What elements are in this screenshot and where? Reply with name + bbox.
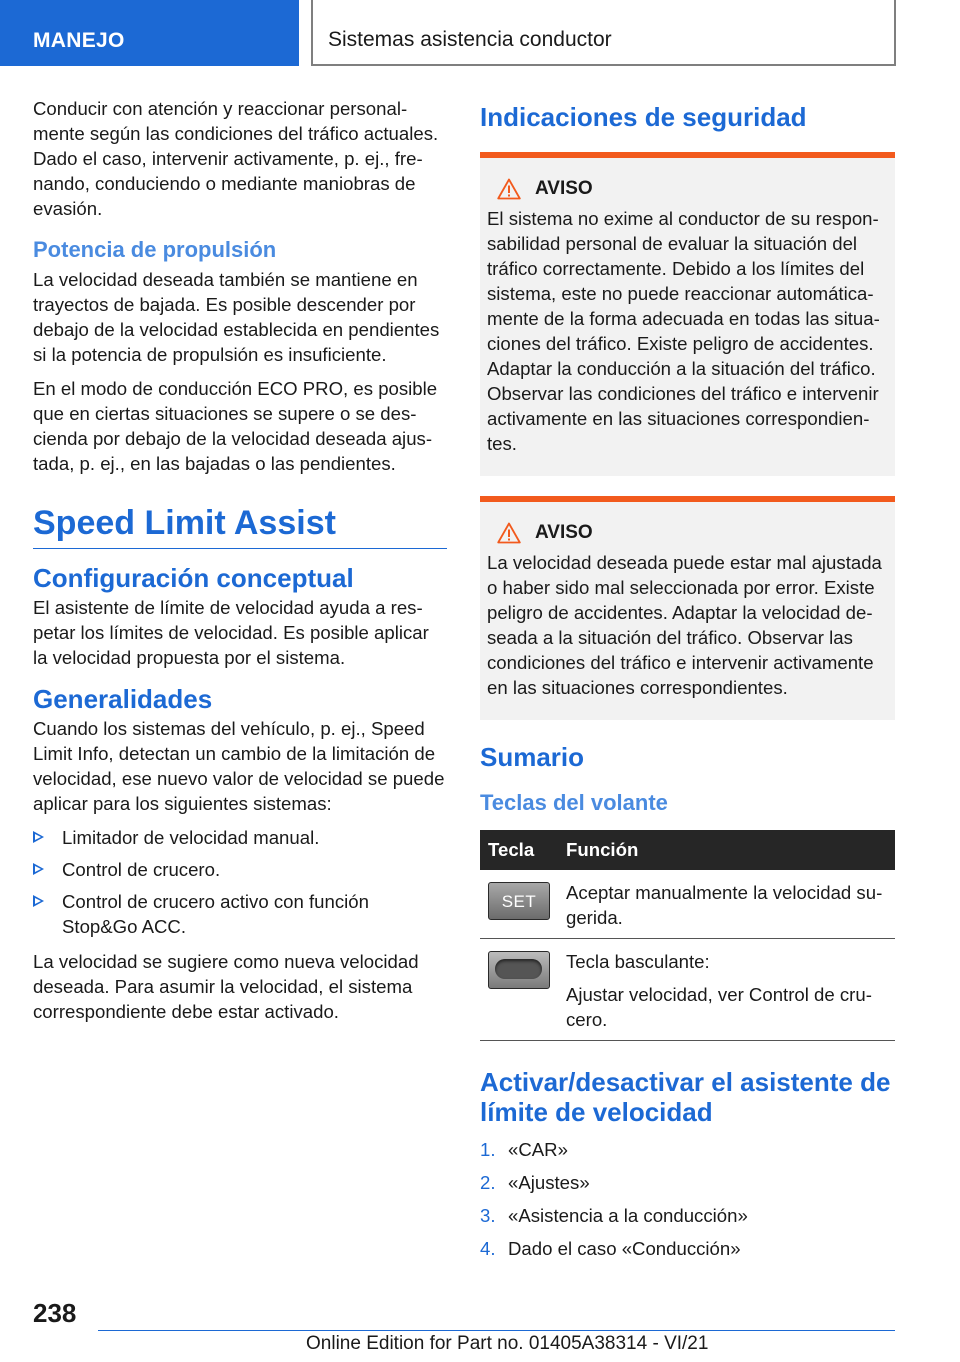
activate-heading: Activar/desactivar el asistente de límite de velocidad <box>480 1067 891 1127</box>
section-label: MANEJO <box>33 29 125 52</box>
warning-text: La velocidad deseada puede estar mal ajustada o haber sido mal seleccionada por error. Existe peligro de accidentes. Adaptar la velocidad deseada a la situación del tráfico. Observar las condiciones del tráfico e intervenir activamente en las situaciones correspondientes. <box>487 552 882 698</box>
page-number: 238 <box>33 1298 77 1328</box>
right-column <box>480 96 895 1269</box>
list-item: Control de crucero activo con función Stop&Go ACC. <box>33 889 447 939</box>
list-item: 3. «Asistencia a la conducción» <box>480 1205 748 1226</box>
rocker-switch-icon <box>488 951 550 989</box>
warning-triangle-icon <box>497 522 521 544</box>
summary-heading: Sumario <box>480 742 585 772</box>
main-heading: Speed Limit Assist <box>33 504 447 549</box>
closing-paragraph: La velocidad se sugiere como nueva velocidad deseada. Para asumir la velocidad, el sistema correspondiente debe estar activado. <box>33 951 419 1022</box>
wheel-heading: Teclas del volante <box>480 790 668 815</box>
concept-heading: Configuración conceptual <box>33 563 354 593</box>
list-item: Control de crucero. <box>33 857 447 882</box>
arrow-bullet-icon <box>33 863 44 875</box>
section-tab[interactable] <box>0 0 299 66</box>
propulsion-heading: Potencia de propulsión <box>33 237 277 262</box>
set-button-icon: SET <box>488 882 550 920</box>
general-paragraph: Cuando los sistemas del vehículo, p. ej., Speed Limit Info, detectan un cambio de la limitación de velocidad, ese nuevo valor de velocidad se puede aplicar para los siguientes sistemas: <box>33 718 445 814</box>
warning-title: AVISO <box>497 178 887 200</box>
arrow-bullet-icon <box>33 895 44 907</box>
warning-title: AVISO <box>497 522 887 544</box>
keys-table <box>480 830 895 1041</box>
propulsion-paragraph-1: La velocidad deseada también se mantiene en trayectos de bajada. Es posible descender por debajo de la velocidad establecida en pendientes si la potencia de propulsión es insuficiente. <box>33 269 440 365</box>
warning-box <box>480 496 895 720</box>
table-row <box>480 939 895 1041</box>
edition-footer: Online Edition for Part no. 01405A38314 - VI/21 <box>306 1333 709 1354</box>
chapter-title: Sistemas asistencia conductor <box>328 28 612 51</box>
column-header-function: Función <box>558 830 895 870</box>
propulsion-paragraph-2: En el modo de conducción ECO PRO, es posible que en ciertas situaciones se supere o se descienda por debajo de la velocidad deseada ajustada, p. ej., en las bajadas o las pendientes. <box>33 378 438 474</box>
chapter-header <box>311 0 896 66</box>
intro-paragraph: Conducir con atención y reaccionar personalmente según las condiciones del tráfico actuales. Dado el caso, intervenir activamente, p. ej., frenando, conduciendo o mediante maniobras de evasión. <box>33 98 439 219</box>
table-header-row <box>480 830 895 870</box>
function-cell: Aceptar manualmente la velocidad sugerida. <box>558 870 895 939</box>
function-cell: Tecla basculante: Ajustar velocidad, ver Control de crucero. <box>558 939 895 1041</box>
list-item: 1. «CAR» <box>480 1139 568 1160</box>
general-heading: Generalidades <box>33 684 213 714</box>
column-header-key: Tecla <box>480 830 558 870</box>
list-item: 4. Dado el caso «Conducción» <box>480 1238 741 1259</box>
steps-list <box>480 1137 895 1261</box>
footer-divider <box>98 1330 895 1331</box>
warning-text: El sistema no exime al conductor de su responsabilidad personal de evaluar la situación del tráfico correctamente. Debido a los límites del sistema, este no puede reaccionar automáticamente de la forma adecuada en todas las situaciones del tráfico. Existe peligro de accidentes. Adaptar la conducción a la situación del tráfico. Observar las condiciones del tráfico e intervenir activamente en las situaciones correspondientes. <box>487 208 880 454</box>
left-column <box>33 96 447 1033</box>
warning-box <box>480 152 895 476</box>
list-item: 2. «Ajustes» <box>480 1172 590 1193</box>
list-item: Limitador de velocidad manual. <box>33 825 447 850</box>
safety-heading: Indicaciones de seguridad <box>480 102 807 132</box>
arrow-bullet-icon <box>33 831 44 843</box>
warning-triangle-icon <box>497 178 521 200</box>
concept-paragraph: El asistente de límite de velocidad ayuda a respetar los límites de velocidad. Es posible aplicar la velocidad propuesta por el sistema. <box>33 597 429 668</box>
table-row <box>480 870 895 939</box>
systems-list <box>33 825 447 939</box>
